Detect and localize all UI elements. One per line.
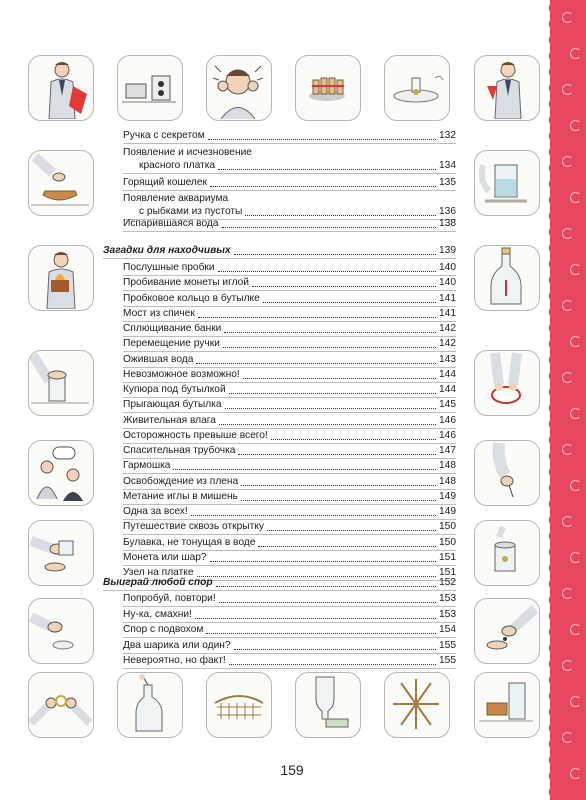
toc-section-header	[103, 240, 456, 257]
coin-on-plate-icon	[384, 55, 450, 121]
toc-entry-title: Узел на платке	[123, 567, 194, 578]
toc-entry-page: 145	[439, 399, 456, 411]
toc-entry-title: Пробивание монеты иглой	[123, 277, 249, 289]
toc-entry-page: 155	[439, 655, 456, 666]
toc-entry-title: Спор с подвохом	[123, 624, 204, 635]
hands-with-ring-icon	[28, 672, 94, 738]
dot-leader	[210, 185, 436, 187]
swirl-ornament	[562, 444, 573, 455]
toc-entry	[123, 155, 456, 172]
upside-down-bottle-icon	[295, 672, 361, 738]
swirl-ornament	[570, 120, 581, 131]
toc-entry-page: 140	[439, 277, 456, 289]
toc-entry-page: 144	[439, 384, 456, 395]
swirl-ornament	[570, 552, 581, 563]
toc-entry-title: Прыгающая бутылка	[123, 399, 222, 411]
toc-entry-title: Монета или шар?	[123, 551, 207, 563]
scalloped-edge	[544, 0, 554, 800]
toc-entry	[123, 619, 456, 636]
swirl-ornament	[570, 480, 581, 491]
boxes-icon	[117, 55, 183, 121]
glass-and-box-icon	[474, 672, 540, 738]
hand-with-needle-icon	[474, 440, 540, 506]
swirl-ornament	[562, 156, 573, 167]
toc-entry-title: Невозможное возможно!	[123, 368, 240, 380]
man-covering-ears-icon	[206, 55, 272, 121]
swirl-ornament	[562, 732, 573, 743]
toc-entry-title: Освобождение из плена	[123, 475, 239, 487]
toc-entry-title: Попробуй, повтори!	[123, 593, 216, 604]
toc-entry-page: 143	[439, 353, 456, 365]
toc-entry-page: 153	[439, 608, 456, 620]
toc-entry-title: Перемещение ручки	[123, 338, 220, 350]
toc-entry-title: Булавка, не тонущая в воде	[123, 536, 256, 548]
swirl-ornament	[562, 372, 573, 383]
toc-entry-title: Появление и исчезновение	[123, 147, 252, 158]
section-title: Выиграй любой спор	[103, 577, 213, 588]
toc-entry	[123, 588, 456, 605]
decorative-border	[550, 0, 586, 800]
toc-entry-title: Ручка с секретом	[123, 130, 205, 141]
swirl-ornament	[570, 768, 581, 779]
toc-entry-title: красного платка	[139, 160, 216, 171]
dot-leader	[229, 663, 436, 665]
toc-entry	[123, 604, 456, 621]
swirl-ornament	[570, 192, 581, 203]
toc-entry-title: Мост из спичек	[123, 307, 195, 319]
toc-entry-page: 134	[439, 160, 456, 171]
toc-entry	[123, 635, 456, 652]
toc-entry-title: Путешествие сквозь открытку	[123, 521, 264, 533]
toc-entry-title: Ожившая вода	[123, 353, 194, 365]
swirl-ornament	[562, 300, 573, 311]
toc-entry-page: 136	[439, 206, 456, 217]
section-page: 152	[439, 577, 456, 588]
toc-entry-page: 142	[439, 338, 456, 350]
rule-line	[123, 231, 456, 232]
toc-entry-page: 151	[439, 551, 456, 563]
matchstick-bridge-icon	[206, 672, 272, 738]
toc-entry-page: 144	[439, 368, 456, 380]
swirl-ornament	[562, 588, 573, 599]
dot-leader	[222, 226, 436, 228]
toc-entry-page: 146	[439, 429, 456, 441]
toc-entry-page: 153	[439, 593, 456, 604]
bottle-with-funnel-icon	[117, 672, 183, 738]
swirl-ornament	[570, 624, 581, 635]
toc-entry-page: 141	[439, 292, 456, 304]
hands-with-glass-icon	[28, 520, 94, 586]
swirl-ornament	[562, 660, 573, 671]
section-page: 139	[439, 245, 456, 256]
swirl-ornament	[570, 48, 581, 59]
toc-entry-title: с рыбками из пустоты	[139, 206, 243, 217]
cork-ring-icon	[295, 55, 361, 121]
toc-entry-page: 150	[439, 521, 456, 533]
toc-entry-title: Испарившаяся вода	[123, 218, 219, 229]
toc-entry-page: 135	[439, 177, 456, 188]
toc-entry-title: Живительная влага	[123, 414, 216, 426]
toc-entry-title: Два шарика или один?	[123, 639, 231, 651]
toc-entry-title: Одна за всех!	[123, 506, 188, 517]
toc-entry-page: 151	[439, 567, 456, 578]
section-title: Загадки для находчивых	[103, 245, 231, 256]
hands-pouring-icon	[28, 150, 94, 216]
toc-entry-page: 132	[439, 130, 456, 141]
toc-entry-page: 149	[439, 490, 456, 502]
toc-entry-page: 150	[439, 536, 456, 548]
toc-entry-page: 147	[439, 445, 456, 456]
toc-entry-title: Сплющивание банки	[123, 323, 222, 334]
jar-with-coin-icon	[474, 520, 540, 586]
glass-with-water-icon	[474, 150, 540, 216]
toc-entry-title: Ну-ка, смахни!	[123, 608, 192, 620]
toc-entry	[123, 650, 456, 667]
toc-entry-title: Невероятно, но факт!	[123, 655, 226, 666]
rule-line	[123, 668, 456, 669]
swirl-ornament	[570, 336, 581, 347]
toc-entry-page: 146	[439, 414, 456, 426]
toc-entry-title: Гармошка	[123, 460, 171, 472]
toc-section-header	[103, 572, 456, 589]
swirl-ornament	[570, 408, 581, 419]
toc-entry-page: 148	[439, 475, 456, 487]
toc-entry-page: 154	[439, 624, 456, 635]
dot-leader	[208, 138, 436, 140]
toc-entry-page: 138	[439, 218, 456, 229]
toc-entry-page: 142	[439, 323, 456, 334]
toc-entry-page: 140	[439, 262, 456, 273]
toc-entry	[123, 125, 456, 142]
bottle-with-cork-icon	[474, 245, 540, 311]
toc-entry	[123, 213, 456, 230]
swirl-ornament	[562, 516, 573, 527]
people-talking-icon	[28, 440, 94, 506]
magician-with-handkerchief-icon	[28, 55, 94, 121]
toc-entry-title: Появление аквариума	[123, 193, 229, 204]
toc-entry-title: Спасительная трубочка	[123, 445, 236, 456]
swirl-ornament	[570, 264, 581, 275]
toc-entry-page: 149	[439, 506, 456, 517]
toc-entry-title: Горящий кошелек	[123, 177, 207, 188]
man-burning-paper-icon	[28, 245, 94, 311]
dot-leader	[216, 585, 436, 587]
bottle-in-hand-icon	[28, 350, 94, 416]
dot-leader	[218, 168, 436, 170]
swirl-ornament	[570, 696, 581, 707]
toc-entry-title: Купюра под бутылкой	[123, 384, 226, 395]
toc-entry-title: Метание иглы в мишень	[123, 490, 238, 502]
hand-with-string-icon	[474, 598, 540, 664]
swirl-ornament	[562, 228, 573, 239]
dot-leader	[234, 253, 436, 255]
toc-entry-page: 148	[439, 460, 456, 472]
toc-entry	[123, 172, 456, 189]
toc-entry-title: Осторожность превыше всего!	[123, 429, 268, 441]
toc-entry-title: Пробковое кольцо в бутылке	[123, 292, 260, 304]
toc-entry-page: 155	[439, 639, 456, 651]
swirl-ornament	[562, 12, 573, 23]
toc-entry-page: 141	[439, 307, 456, 319]
hand-with-ring-icon	[474, 350, 540, 416]
magician-red-scarf-icon	[474, 55, 540, 121]
hands-with-ball-icon	[28, 598, 94, 664]
matchstick-star-icon	[384, 672, 450, 738]
page-number: 159	[280, 762, 304, 778]
toc-entry-title: Послушные пробки	[123, 262, 215, 273]
swirl-ornament	[562, 84, 573, 95]
